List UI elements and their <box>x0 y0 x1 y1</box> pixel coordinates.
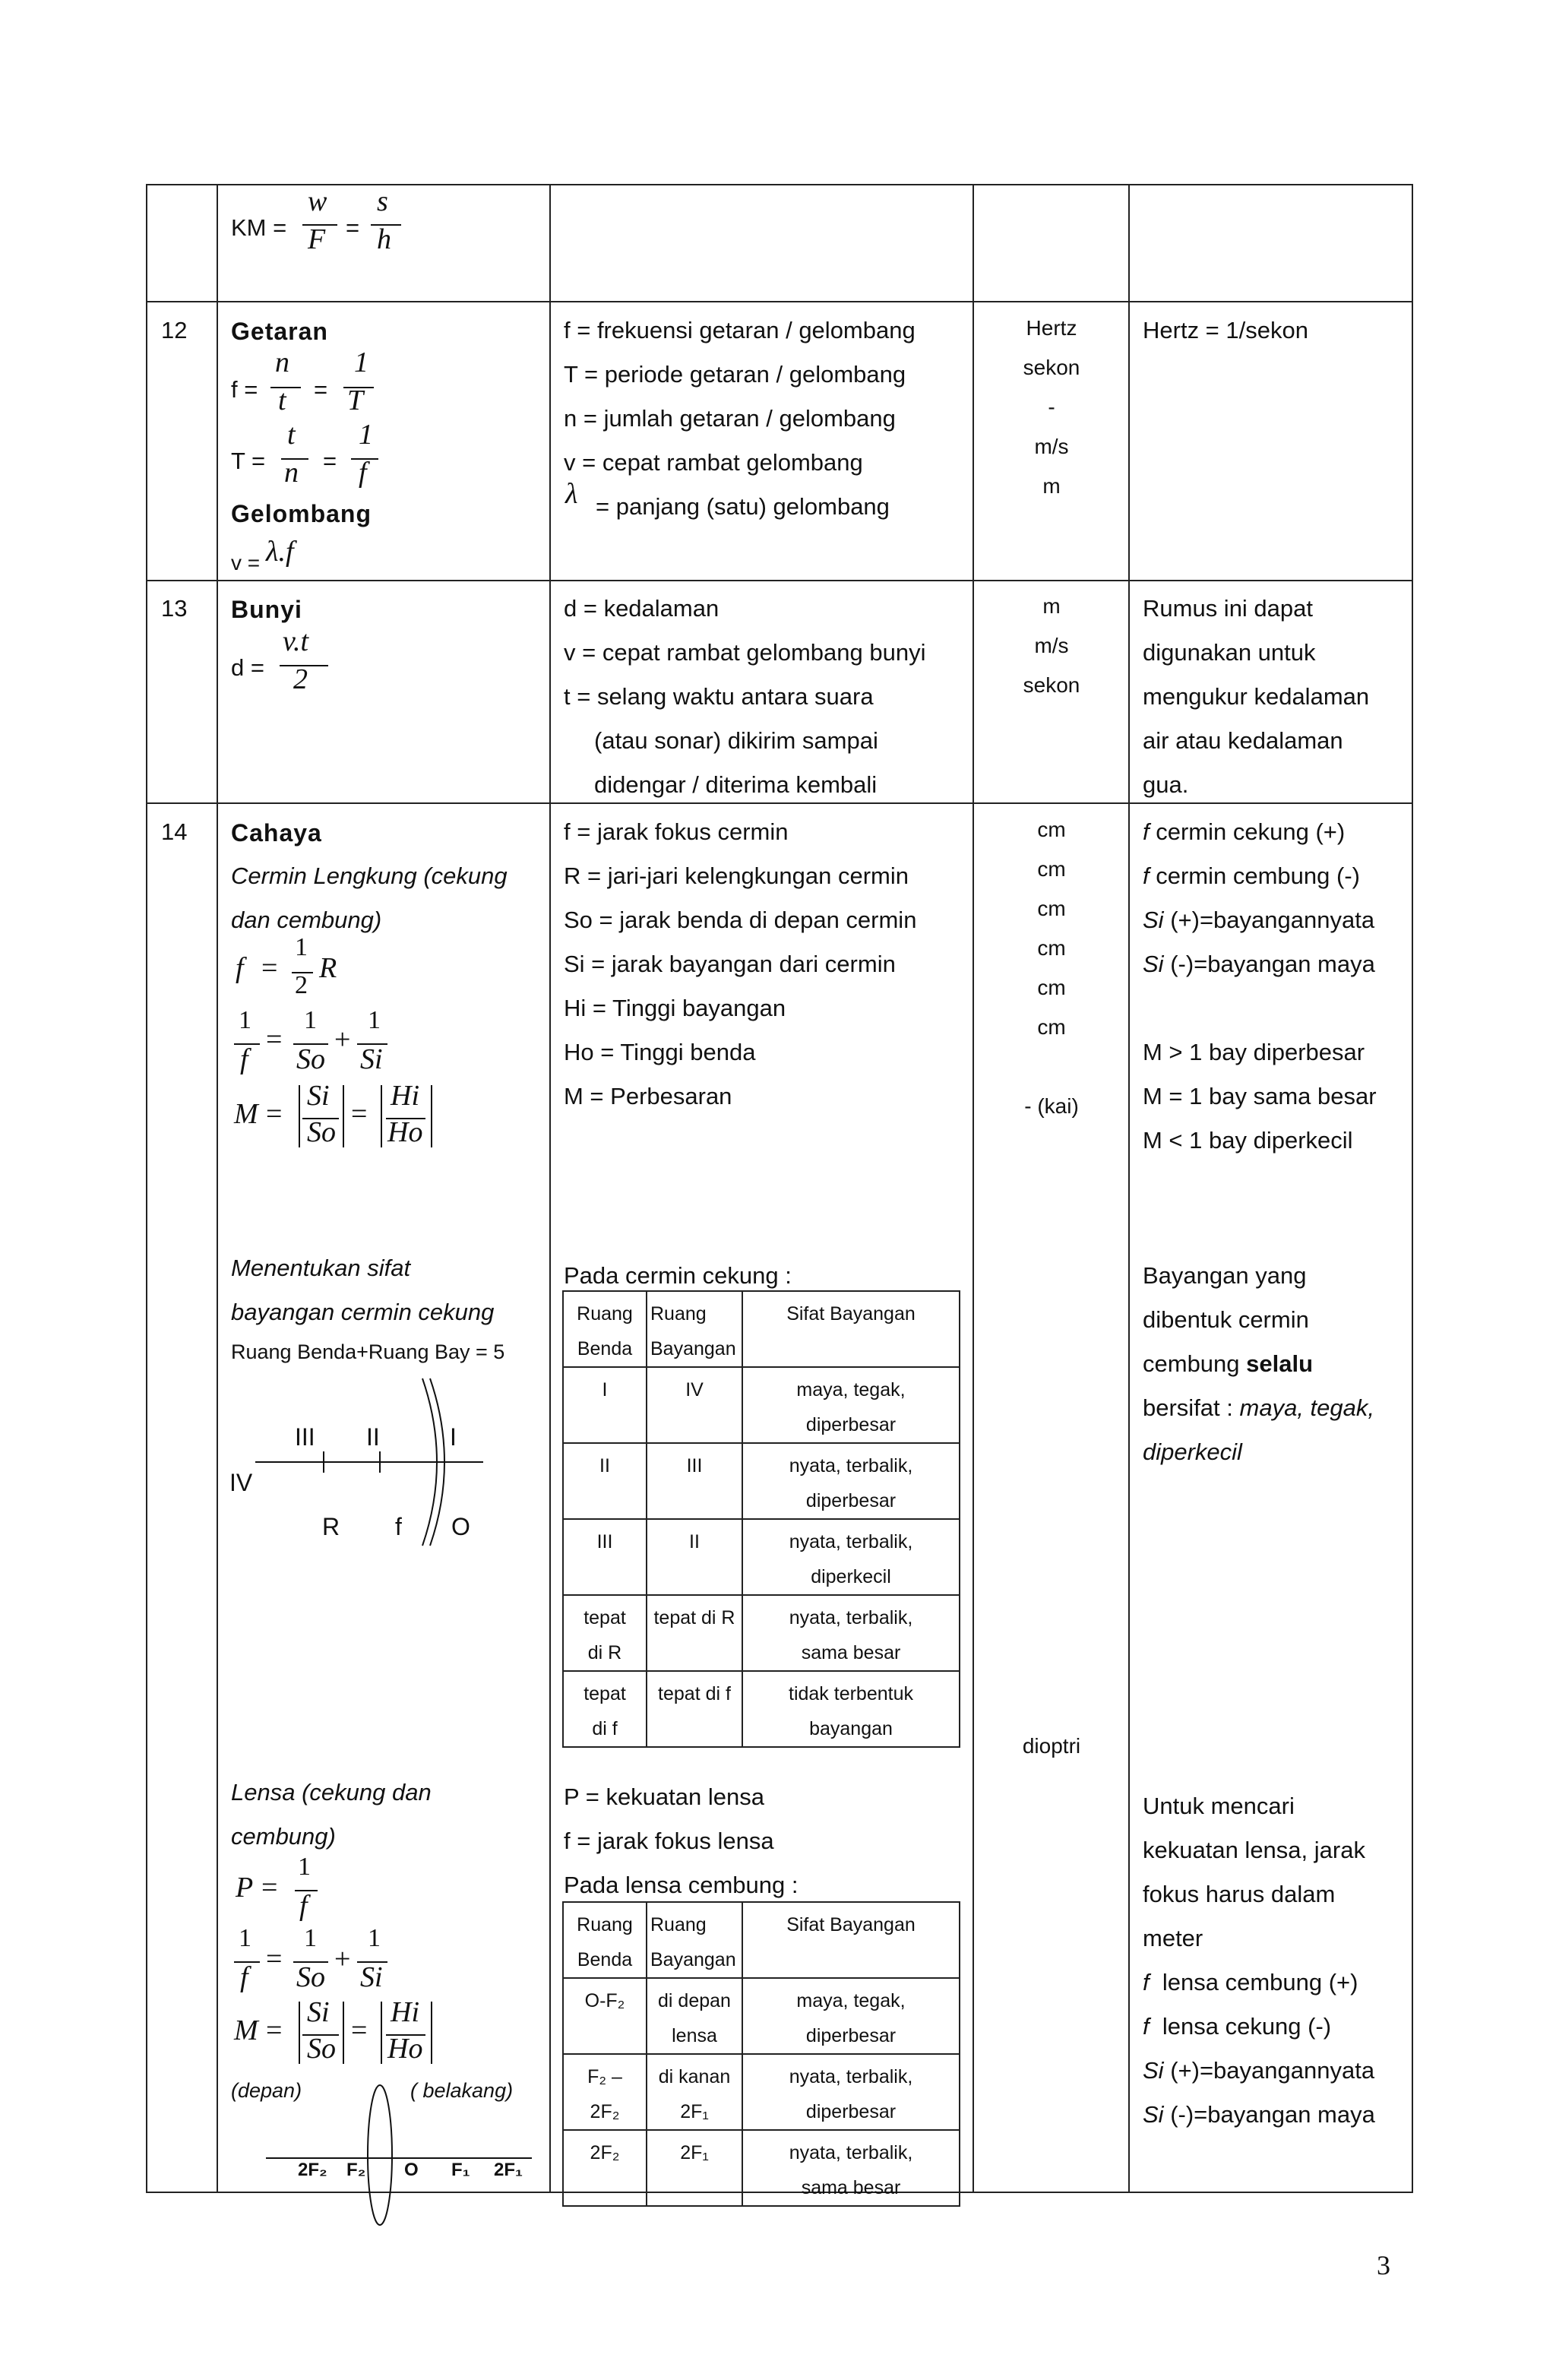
row12-lambda-f: λ.f <box>266 536 294 568</box>
mirror-one-3: 1 <box>304 1006 317 1034</box>
km-eq: = <box>346 214 360 241</box>
km-s: s <box>377 185 388 217</box>
cembung-note-2: cembung selalu <box>1143 1350 1314 1377</box>
th-ruang-bayangan: Ruang Bayangan <box>647 1291 742 1367</box>
row12-title2: Gelombang <box>231 500 372 527</box>
table-cell: nyata, terbalik, diperbesar <box>742 2054 960 2130</box>
row12-lambda: λ <box>565 478 578 510</box>
lens-eq-2: = <box>266 1943 283 1975</box>
row13-note-2: mengukur kedalaman <box>1143 683 1370 710</box>
lens-axis-F1: F₁ <box>451 2160 470 2180</box>
row14-desc-0: f = jarak fokus cermin <box>564 818 789 845</box>
row13-unit-1: m/s <box>1034 634 1069 657</box>
row12-eq2: = <box>323 448 337 474</box>
ruang-sum: Ruang Benda+Ruang Bay = 5 <box>231 1340 505 1363</box>
mirror-So-2: So <box>307 1116 336 1148</box>
row13-desc-3: (atau sonar) dikirim sampai <box>594 727 878 754</box>
table-row <box>563 1978 960 2054</box>
table-cell: nyata, terbalik, diperkecil <box>742 1519 960 1595</box>
row13-note-0: Rumus ini dapat <box>1143 595 1314 622</box>
lens-f: f <box>299 1890 308 1922</box>
km-w: w <box>308 185 327 217</box>
row12-f-label: f = <box>231 376 258 403</box>
row12-title: Getaran <box>231 318 328 345</box>
row14-m-note-0: M > 1 bay diperbesar <box>1143 1039 1365 1065</box>
lens-note2-0: f lensa cembung (+) <box>1143 1969 1358 1995</box>
row14-desc-4: Hi = Tinggi bayangan <box>564 995 786 1021</box>
mirror-eq-2: = <box>266 1024 283 1055</box>
lens-So-2: So <box>307 2033 336 2065</box>
row14-unit-2: cm <box>1037 897 1066 920</box>
row13-desc-0: d = kedalaman <box>564 595 719 622</box>
row13-desc-2: t = selang waktu antara suara <box>564 683 874 710</box>
diagram-I: I <box>450 1423 457 1451</box>
row14-title: Cahaya <box>231 819 322 847</box>
lens-one-2: 1 <box>239 1924 251 1952</box>
row12-unit-4: m <box>1042 474 1061 498</box>
mirror-one-2: 1 <box>239 1006 251 1034</box>
row14-unit-3: cm <box>1037 936 1066 960</box>
lens-Ho: Ho <box>387 2033 423 2065</box>
table-cell: tidak terbentuk bayangan <box>742 1671 960 1747</box>
diagram-f: f <box>395 1513 402 1540</box>
table-cell: di kanan 2F₁ <box>647 2054 742 2130</box>
sifat-title-1: Menentukan sifat <box>231 1255 411 1281</box>
table-cell: 2F₁ <box>647 2130 742 2206</box>
lens-eq-1: = <box>261 1872 278 1904</box>
mirror-Si-2: Si <box>307 1080 330 1112</box>
lens-M: M <box>234 2014 258 2046</box>
cembung-note-1: dibentuk cermin <box>1143 1306 1309 1333</box>
mirror-So: So <box>296 1043 325 1075</box>
table-cell: F₂ – 2F₂ <box>563 2054 647 2130</box>
mirror-R: R <box>319 952 337 984</box>
lens-plus: + <box>334 1943 351 1975</box>
table-cell: II <box>647 1519 742 1595</box>
table-cell: di depan lensa <box>647 1978 742 2054</box>
lens-note2-2: Si (+)=bayangannyata <box>1143 2057 1375 2084</box>
km-F: F <box>308 223 326 255</box>
table-cell: 2F₂ <box>563 2130 647 2206</box>
table-cell: tepat di f <box>647 1671 742 1747</box>
table-row <box>563 2130 960 2206</box>
lens-depan: (depan) <box>231 2079 302 2102</box>
table-cell: tepat di R <box>563 1595 647 1671</box>
lensa-title-1: Lensa (cekung dan <box>231 1779 432 1806</box>
row14-number: 14 <box>161 818 188 845</box>
mirror-eq-1: = <box>261 952 278 984</box>
table-cell: maya, tegak, diperbesar <box>742 1978 960 2054</box>
lens-desc-0: P = kekuatan lensa <box>564 1783 764 1810</box>
table-cell: nyata, terbalik, diperbesar <box>742 1443 960 1519</box>
lens-axis-2F2: 2F₂ <box>298 2160 327 2180</box>
row14-desc-5: Ho = Tinggi benda <box>564 1039 756 1065</box>
table-cell: O-F₂ <box>563 1978 647 2054</box>
lens-eq-4: = <box>351 2014 368 2046</box>
lensa-title-2: cembung) <box>231 1823 336 1850</box>
mirror-Si: Si <box>360 1043 383 1075</box>
row13-note-4: gua. <box>1143 771 1189 798</box>
table-cell: maya, tegak, diperbesar <box>742 1367 960 1443</box>
th-sifat-2: Sifat Bayangan <box>742 1902 960 1978</box>
row12-unit-2: - <box>1048 395 1055 419</box>
mirror-plus: + <box>334 1024 351 1055</box>
table-header-row <box>563 1902 960 1978</box>
row12-desc-3: v = cepat rambat gelombang <box>564 449 863 476</box>
row13-note-3: air atau kedalaman <box>1143 727 1343 754</box>
row12-note: Hertz = 1/sekon <box>1143 317 1308 343</box>
lens-note-1: kekuatan lensa, jarak <box>1143 1837 1365 1863</box>
page-number: 3 <box>1377 2250 1390 2280</box>
row12-v-label: v = <box>231 551 261 574</box>
km-h: h <box>377 223 391 255</box>
mirror-one-4: 1 <box>368 1006 381 1034</box>
lens-note-0: Untuk mencari <box>1143 1793 1295 1819</box>
unit-dioptri: dioptri <box>1022 1734 1081 1758</box>
row13-title: Bunyi <box>231 596 302 623</box>
th-ruang-bayangan-2: Ruang Bayangan <box>647 1902 742 1978</box>
lens-Hi: Hi <box>391 1996 419 2028</box>
table-row <box>563 2054 960 2130</box>
row12-number: 12 <box>161 317 188 343</box>
row12-t: t <box>278 385 286 416</box>
row13-vt: v.t <box>283 625 309 657</box>
cembung-lens-table <box>562 1901 960 2207</box>
row12-n: n <box>275 347 289 378</box>
row12-f: f <box>359 457 367 489</box>
row13-number: 13 <box>161 595 188 622</box>
lens-one-4: 1 <box>368 1924 381 1952</box>
cekung-heading: Pada cermin cekung : <box>564 1262 792 1289</box>
row12-desc-2: n = jumlah getaran / gelombang <box>564 405 896 432</box>
th-ruang-benda: Ruang Benda <box>563 1291 647 1367</box>
row14-unit-1: cm <box>1037 857 1066 881</box>
diagram-R: R <box>322 1513 340 1540</box>
row13-unit-0: m <box>1042 594 1061 618</box>
row14-desc-1: R = jari-jari kelengkungan cermin <box>564 862 909 889</box>
mirror-eq-3: = <box>266 1098 283 1130</box>
row14-unit-6: - (kai) <box>1024 1094 1079 1118</box>
row12-unit-3: m/s <box>1034 435 1069 458</box>
km-formula-label: KM = <box>231 214 287 241</box>
cembung-note-4: diperkecil <box>1143 1438 1242 1465</box>
row12-t2: t <box>287 419 296 451</box>
row14-sub2: dan cembung) <box>231 907 382 933</box>
table-cell: nyata, terbalik, sama besar <box>742 2130 960 2206</box>
row12-desc-0: f = frekuensi getaran / gelombang <box>564 317 916 343</box>
row12-one2: 1 <box>359 419 373 451</box>
row14-desc-6: M = Perbesaran <box>564 1083 732 1109</box>
cembung-note-0: Bayangan yang <box>1143 1262 1307 1289</box>
row14-desc-2: So = jarak benda di depan cermin <box>564 907 917 933</box>
row13-note-1: digunakan untuk <box>1143 639 1316 666</box>
row14-sub1: Cermin Lengkung (cekung <box>231 862 508 889</box>
mirror-Hi: Hi <box>391 1080 419 1112</box>
mirror-Ho: Ho <box>387 1116 423 1148</box>
th-ruang-benda-2: Ruang Benda <box>563 1902 647 1978</box>
lens-one-1: 1 <box>298 1853 311 1881</box>
row12-desc-1: T = periode getaran / gelombang <box>564 361 906 388</box>
table-cell: IV <box>647 1367 742 1443</box>
sifat-title-2: bayangan cermin cekung <box>231 1299 495 1325</box>
row14-note-0: f cermin cekung (+) <box>1143 818 1346 845</box>
row12-unit-1: sekon <box>1023 356 1080 379</box>
lens-P: P <box>236 1872 254 1904</box>
row14-note-1: f cermin cembung (-) <box>1143 862 1360 889</box>
row14-note-3: Si (-)=bayangan maya <box>1143 951 1375 977</box>
row13-desc-4: didengar / diterima kembali <box>594 771 878 798</box>
lens-So: So <box>296 1961 325 1993</box>
row12-eq1: = <box>314 376 328 403</box>
lens-note-2: fokus harus dalam <box>1143 1881 1336 1907</box>
lens-note2-3: Si (-)=bayangan maya <box>1143 2101 1375 2128</box>
diagram-II: II <box>366 1423 380 1451</box>
row13-two: 2 <box>293 663 308 695</box>
table-cell: II <box>563 1443 647 1519</box>
lens-axis-2F1: 2F₁ <box>494 2160 523 2180</box>
diagram-IV: IV <box>229 1469 253 1496</box>
lens-desc-2: Pada lensa cembung : <box>564 1872 799 1898</box>
row12-n2: n <box>284 457 299 489</box>
row12-one1: 1 <box>354 347 368 378</box>
mirror-one-1: 1 <box>295 933 308 961</box>
table-cell: tepat di f <box>563 1671 647 1747</box>
lens-note-3: meter <box>1143 1925 1203 1951</box>
row14-desc-3: Si = jarak bayangan dari cermin <box>564 951 896 977</box>
lens-axis-O: O <box>404 2160 419 2180</box>
th-sifat: Sifat Bayangan <box>742 1291 960 1367</box>
row12-T-label: T = <box>231 448 266 474</box>
mirror-two: 2 <box>295 971 308 999</box>
row14-unit-5: cm <box>1037 1015 1066 1039</box>
lens-one-3: 1 <box>304 1924 317 1952</box>
row12-desc-4: = panjang (satu) gelombang <box>596 493 890 520</box>
mirror-f2: f <box>240 1043 248 1075</box>
table-cell: tepat di R <box>647 1595 742 1671</box>
lens-note2-1: f lensa cekung (-) <box>1143 2013 1332 2040</box>
row14-m-note-2: M < 1 bay diperkecil <box>1143 1127 1353 1154</box>
row14-unit-0: cm <box>1037 818 1066 841</box>
cembung-note-3: bersifat : maya, tegak, <box>1143 1394 1374 1421</box>
mirror-eq-4: = <box>351 1098 368 1130</box>
lens-f2: f <box>240 1961 248 1993</box>
row14-unit-4: cm <box>1037 976 1066 999</box>
lens-eq-3: = <box>266 2014 283 2046</box>
lens-Si-2: Si <box>307 1996 330 2028</box>
lens-desc-1: f = jarak fokus lensa <box>564 1828 774 1854</box>
diagram-III: III <box>295 1423 315 1451</box>
table-cell: III <box>647 1443 742 1519</box>
row13-desc-1: v = cepat rambat gelombang bunyi <box>564 639 926 666</box>
lens-belakang: ( belakang) <box>410 2079 514 2102</box>
table-cell: III <box>563 1519 647 1595</box>
row12-unit-0: Hertz <box>1026 316 1077 340</box>
row14-note-2: Si (+)=bayangannyata <box>1143 907 1375 933</box>
row13-unit-2: sekon <box>1023 673 1080 697</box>
diagram-O: O <box>451 1513 470 1540</box>
lens-Si: Si <box>360 1961 383 1993</box>
table-cell: I <box>563 1367 647 1443</box>
row14-m-note-1: M = 1 bay sama besar <box>1143 1083 1377 1109</box>
mirror-f: f <box>236 952 244 984</box>
lens-axis-F2: F₂ <box>346 2160 366 2180</box>
table-cell: nyata, terbalik, sama besar <box>742 1595 960 1671</box>
row13-d-label: d = <box>231 654 264 681</box>
row12-T: T <box>347 385 364 416</box>
mirror-M: M <box>234 1098 258 1130</box>
